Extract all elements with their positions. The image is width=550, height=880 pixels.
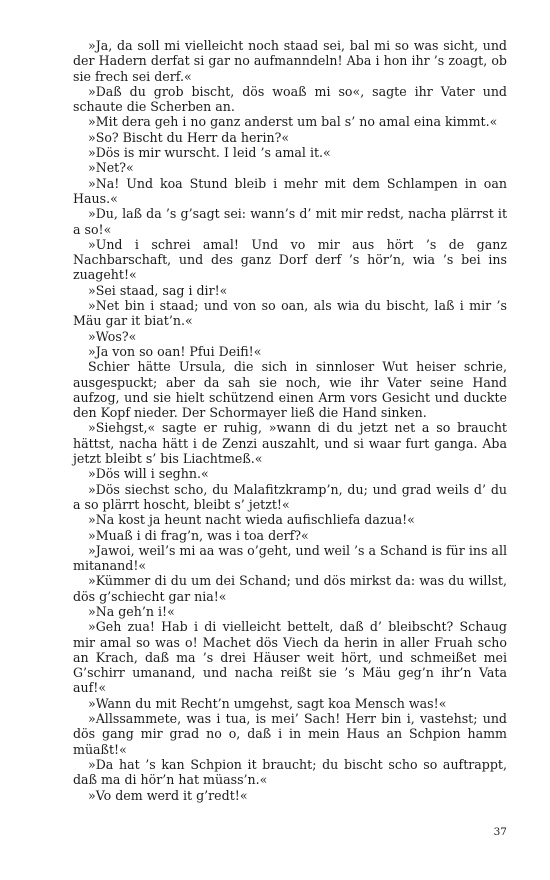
page-number: 37 <box>493 826 507 838</box>
paragraph: »Sei staad, sag i dir!« <box>88 282 228 298</box>
paragraph: »Dös is mir wurscht. I leid ’s amal it.« <box>88 145 331 161</box>
paragraph: »Wann du mit Recht’n umgehst, sagt koa Mensch was!« <box>88 695 447 711</box>
paragraph: »So? Bischt du Herr da herin?« <box>88 129 290 145</box>
paragraph: »Na kost ja heunt nacht wieda aufischliefa dazua!« <box>88 512 415 528</box>
paragraph: »Ja von so oan! Pfui Deifi!« <box>88 343 262 359</box>
paragraph: »Wos?« <box>88 328 137 344</box>
paragraph: »Vo dem werd it g’redt!« <box>88 787 248 803</box>
paragraph: »Du, laß da ’s g’sagt sei: wann’s d’ mit mir redst, nacha plärrst it a so!« <box>73 206 507 237</box>
paragraph: »Dös siechst scho, du Malafitzkramp’n, du; und grad weils d’ du a so plärrt hoscht, bleibt s’ jetzt!« <box>73 481 507 512</box>
paragraph: »Na geh’n i!« <box>88 603 175 619</box>
paragraph: »Na! Und koa Stund bleib i mehr mit dem Schlampen in oan Haus.« <box>73 175 507 206</box>
paragraph: »Daß du grob bischt, dös woaß mi so«, sagte ihr Vater und schaute die Scherben an. <box>73 83 507 115</box>
paragraph: »Siehgst,« sagte er ruhig, »wann di du jetzt net a so braucht hättst, nacha hätt i de Zenzi auszahlt, und si waar furt ganga. Aba jetzt bleibt s’ bis Liachtmeß.« <box>73 420 507 467</box>
body-text <box>73 38 507 803</box>
paragraph: Schier hätte Ursula, die sich in sinnloser Wut heiser schrie, ausgespuckt; aber da sah sie noch, wie ihr Vater seine Hand aufzog, und sie hielt schützend einen Arm vors Gesicht und duckte den Kopf nieder. Der Schormayer ließ die Hand sinken. <box>73 359 507 421</box>
paragraph: »Kümmer di du um dei Schand; und dös mirkst da: was du willst, dös g’schiecht gar nia!« <box>73 573 507 604</box>
paragraph: »Net?« <box>88 160 134 176</box>
paragraph: »Jawoi, weil’s mi aa was o’geht, und weil ’s a Schand is für ins all mitanand!« <box>73 542 507 574</box>
paragraph: »Muaß i di frag’n, was i toa derf?« <box>88 527 309 543</box>
paragraph: »Ja, da soll mi vielleicht noch staad sei, bal mi so was sicht, und der Hadern derfat si gar no aufmanndeln! Aba i hon ihr ’s zoagt, ob sie frech sei derf.« <box>73 38 507 84</box>
paragraph: »Dös will i seghn.« <box>88 466 209 482</box>
paragraph: »Allssammete, was i tua, is mei’ Sach! Herr bin i, vastehst; und dös gang mir grad no o, daß i in mein Haus an Schpion hamm müaßt!« <box>73 711 507 757</box>
paragraph: »Mit dera geh i no ganz anderst um bal s’ no amal eina kimmt.« <box>88 114 498 130</box>
paragraph: »Da hat ’s kan Schpion it braucht; du bischt scho so auftrappt, daß ma di hör’n hat müass’n.« <box>73 756 507 788</box>
paragraph: »Net bin i staad; und von so oan, als wia du bischt, laß i mir ’s Mäu gar it biat’n.« <box>73 298 507 329</box>
paragraph: »Geh zua! Hab i di vielleicht bettelt, daß d’ bleibscht? Schaug mir amal so was o! Machet dös Viech da herin in aller Fruah scho an Krach, daß ma ’s drei Häuser weit hört, und schmeißet mei G’schirr umanand, und nacha reißt sie ’s Mäu geg’n ihr’n Vata auf!« <box>73 619 507 696</box>
paragraph: »Und i schrei amal! Und vo mir aus hört ’s de ganz Nachbarschaft, und des ganz Dorf derf ’s hör’n, wia ’s bei ins zuageht!« <box>73 236 507 283</box>
